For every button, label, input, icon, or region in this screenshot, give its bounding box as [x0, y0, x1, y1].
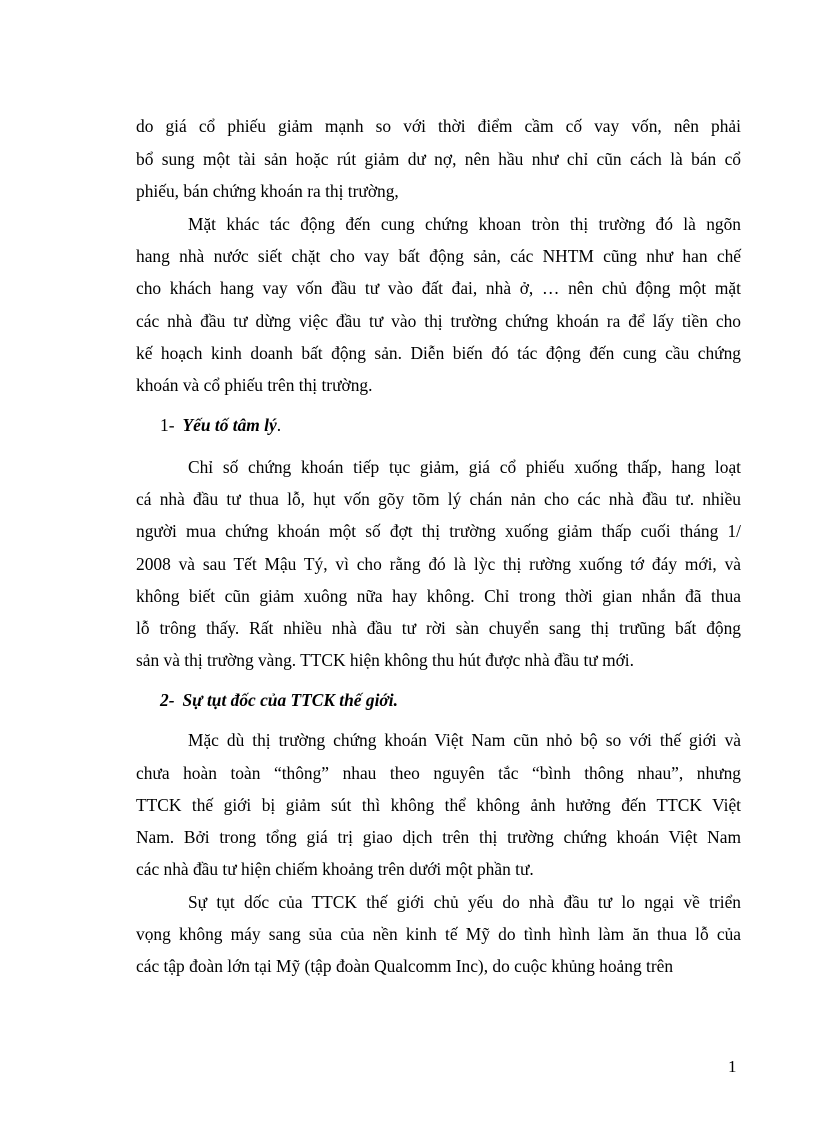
section-number: 1- [160, 415, 175, 435]
paragraph-line: Mặc dù thị trường chứng khoán Việt Nam cũn nhỏ bộ so với thế giới và [188, 730, 741, 750]
paragraph-line: phiếu, bán chứng khoán ra thị trường, [136, 181, 399, 201]
section-heading-2 [160, 688, 398, 712]
page-number: 1 [728, 1057, 737, 1076]
paragraph-line: lỗ trông thấy. Rất nhiều nhà đầu tư rời sàn chuyển sang thị trưũng bất động [136, 618, 741, 638]
paragraph-line: kế hoạch kinh doanh bất động sản. Diễn biến đó tác động đến cung cầu chứng [136, 343, 741, 363]
paragraph-line: các nhà đầu tư dừng việc đầu tư vào thị trường chứng khoán ra để lấy tiền cho [136, 311, 741, 331]
paragraph-line: 2008 và sau Tết Mậu Tý, vì cho rằng đó là lỳc thị rường xuống tớ đáy mới, và [136, 554, 741, 574]
section-number: 2- [160, 690, 175, 710]
paragraph-line: sản và thị trường vàng. TTCK hiện không thu hút được nhà đầu tư mới. [136, 650, 634, 670]
paragraph-line: do giá cổ phiếu giảm mạnh so với thời điểm cầm cố vay vốn, nên phải [136, 116, 741, 136]
paragraph-line: không biết cũn giảm xuông nữa hay không. Chỉ trong thời gian nhắn đã thua [136, 586, 741, 606]
paragraph-line: cá nhà đầu tư thua lỗ, hụt vốn gõy tõm lý chán nản cho các nhà đầu tư. nhiều [136, 489, 741, 509]
paragraph-line: bổ sung một tài sản hoặc rút giảm dư nợ, nên hầu như chỉ cũn cách là bán cổ [136, 149, 741, 169]
paragraph-line: Chỉ số chứng khoán tiếp tục giảm, giá cổ phiếu xuống thấp, hang loạt [188, 457, 741, 477]
section-heading-1 [160, 413, 281, 437]
paragraph-line: TTCK thế giới bị giảm sút thì không thể không ảnh hưởng đến TTCK Việt [136, 795, 741, 815]
paragraph-line: người mua chứng khoán một số đợt thị trường xuống giảm thấp cuối tháng 1/ [136, 521, 741, 541]
paragraph-line: hang nhà nước siết chặt cho vay bất động sản, các NHTM cũng như han chế [136, 246, 741, 266]
paragraph-line: các tập đoàn lớn tại Mỹ (tập đoàn Qualcomm Inc), do cuộc khủng hoảng trên [136, 956, 674, 976]
paragraph-line: Nam. Bởi trong tổng giá trị giao dịch trên thị trường chứng khoán Việt Nam [136, 827, 741, 847]
paragraph-line: Sự tụt dốc của TTCK thế giới chủ yếu do nhà đầu tư lo ngại về triển [188, 892, 741, 912]
paragraph-line: chưa hoàn toàn “thông” nhau theo nguyên tắc “bình thông nhau”, nhưng [136, 763, 741, 783]
paragraph-line: các nhà đầu tư hiện chiếm khoảng trên dưới một phần tư. [136, 859, 534, 879]
paragraph-line: cho khách hang vay vốn đầu tư vào đất đai, nhà ở, … nên chủ động một mặt [136, 278, 741, 298]
paragraph-line: vọng không máy sang sủa của nền kinh tế Mỹ do tình hình làm ăn thua lỗ của [136, 924, 741, 944]
section-title: Sự tụt đốc của TTCK thế giới. [182, 690, 398, 710]
paragraph-line: Mặt khác tác động đến cung chứng khoan tròn thị trường đó là ngõn [188, 214, 741, 234]
section-title: Yếu tố tâm lý [182, 415, 277, 435]
section-title-suffix: . [276, 415, 282, 435]
paragraph-line: khoán và cổ phiếu trên thị trường. [136, 375, 373, 395]
